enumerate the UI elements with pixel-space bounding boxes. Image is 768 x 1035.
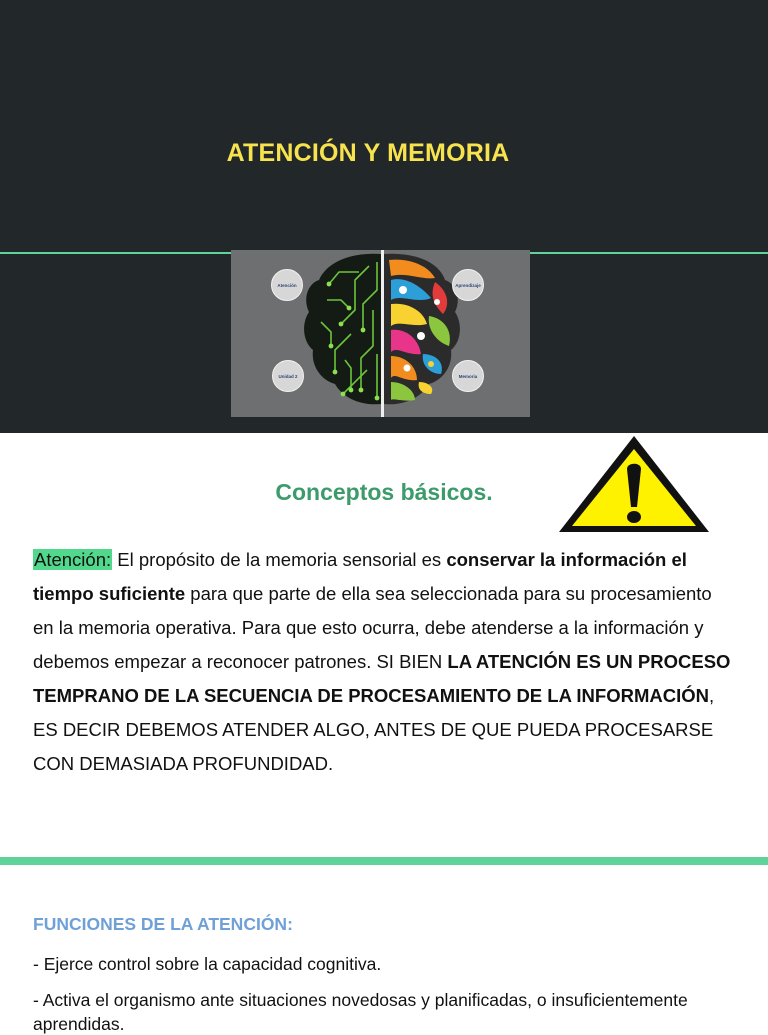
paragraph-text-3: , ES DECIR DEBEMOS ATENDER ALGO, ANTES DE QUE PUEDA PROCESARSE CON DEMASIADA PROFUNDIDAD. <box>33 685 715 774</box>
paragraph-text-1: El propósito de la memoria sensorial es <box>112 549 447 570</box>
concept-paragraph <box>33 543 733 781</box>
functions-heading: FUNCIONES DE LA ATENCIÓN: <box>33 914 293 934</box>
bubble-aprendizaje: Aprendizaje <box>452 269 484 301</box>
bubble-memoria: Memoria <box>452 360 484 392</box>
section-divider <box>0 857 768 865</box>
list-item: - Activa el organismo ante situaciones novedosas y planificadas, o insuficientemente <box>33 990 688 1010</box>
paragraph-text-2: para que parte de ella sea seleccionada para su procesamiento en la memoria operativa. Para que esto ocurra, debe atenderse a la información y debemos empezar a reconocer patrones. SI BIEN <box>33 583 712 672</box>
bubble-atencion: Atención <box>271 269 303 301</box>
slide-title: ATENCIÓN Y MEMORIA <box>226 139 510 167</box>
paragraph-bold-1: conservar la información el tiempo suficiente <box>33 549 687 604</box>
highlighted-label: Atención: <box>34 549 112 570</box>
brain-illustration <box>231 250 530 417</box>
title-slide <box>0 0 768 433</box>
list-item-continuation: aprendidas. <box>33 1014 125 1034</box>
list-item: - Ejerce control sobre la capacidad cognitiva. <box>33 954 382 974</box>
paragraph-bold-2: LA ATENCIÓN ES UN PROCESO TEMPRANO DE LA SECUENCIA DE PROCESAMIENTO DE LA INFORMACIÓN <box>33 651 731 706</box>
section-heading: Conceptos básicos. <box>275 479 493 505</box>
bubble-unidad: Unidad 2 <box>272 360 304 392</box>
warning-triangle-icon <box>555 431 713 536</box>
